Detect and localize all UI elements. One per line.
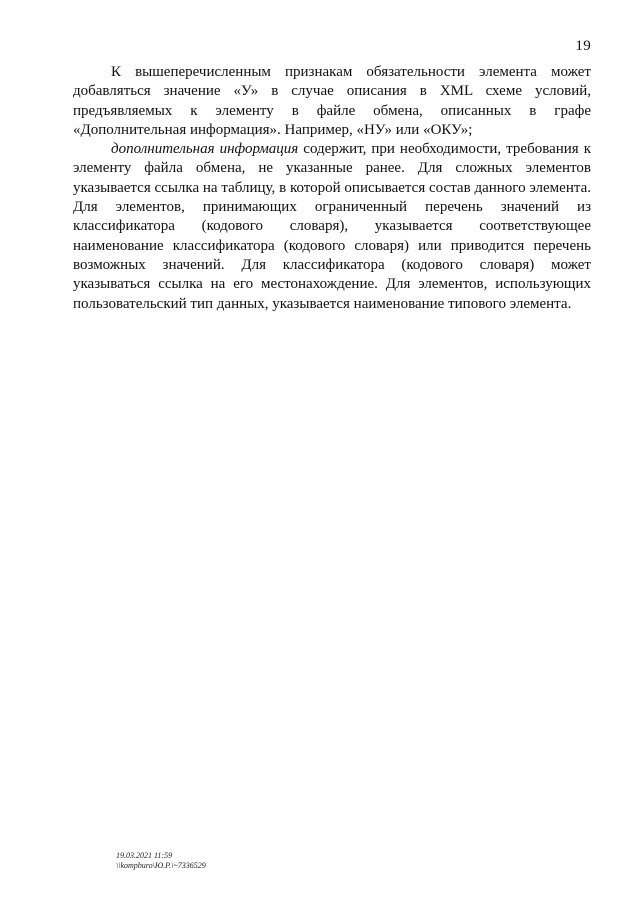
paragraph-additional-info-text: содержит, при необходимости, требования к элементу файла обмена, не указанные ранее. Для сложных элементов указывается ссылка на таблицу, в которой описывается состав данного элемента. Для элементов, принимающих ограниченный перечень значений из классификатора (кодового словаря), указывается соответствующее наименование классификатора (кодового словаря) или приводится перечень возможных значений. Для классификатора (кодового словаря) может указываться ссылка на его местонахождение. Для элементов, использующих пользовательский тип данных, указывается наименование типового элемента. <box>73 141 591 312</box>
print-footer <box>116 851 206 871</box>
paragraph-obligatory-value: К вышеперечисленным признакам обязательности элемента может добавляться значение «У» в случае описания в XML схеме условий, предъявляемых к элементу в файле обмена, описанных в графе «Дополнительная информация». Например, «НУ» или «ОКУ»; <box>73 64 591 138</box>
page-number: 19 <box>575 38 591 54</box>
footer-file-path: \\kompburo\Ю.Р.\~7336529 <box>116 861 206 870</box>
paragraph-additional-info <box>73 140 591 314</box>
footer-date: 19.03.2021 11:59 <box>116 851 173 860</box>
body-text <box>73 63 591 314</box>
term-additional-info: дополнительная информация <box>111 141 299 158</box>
